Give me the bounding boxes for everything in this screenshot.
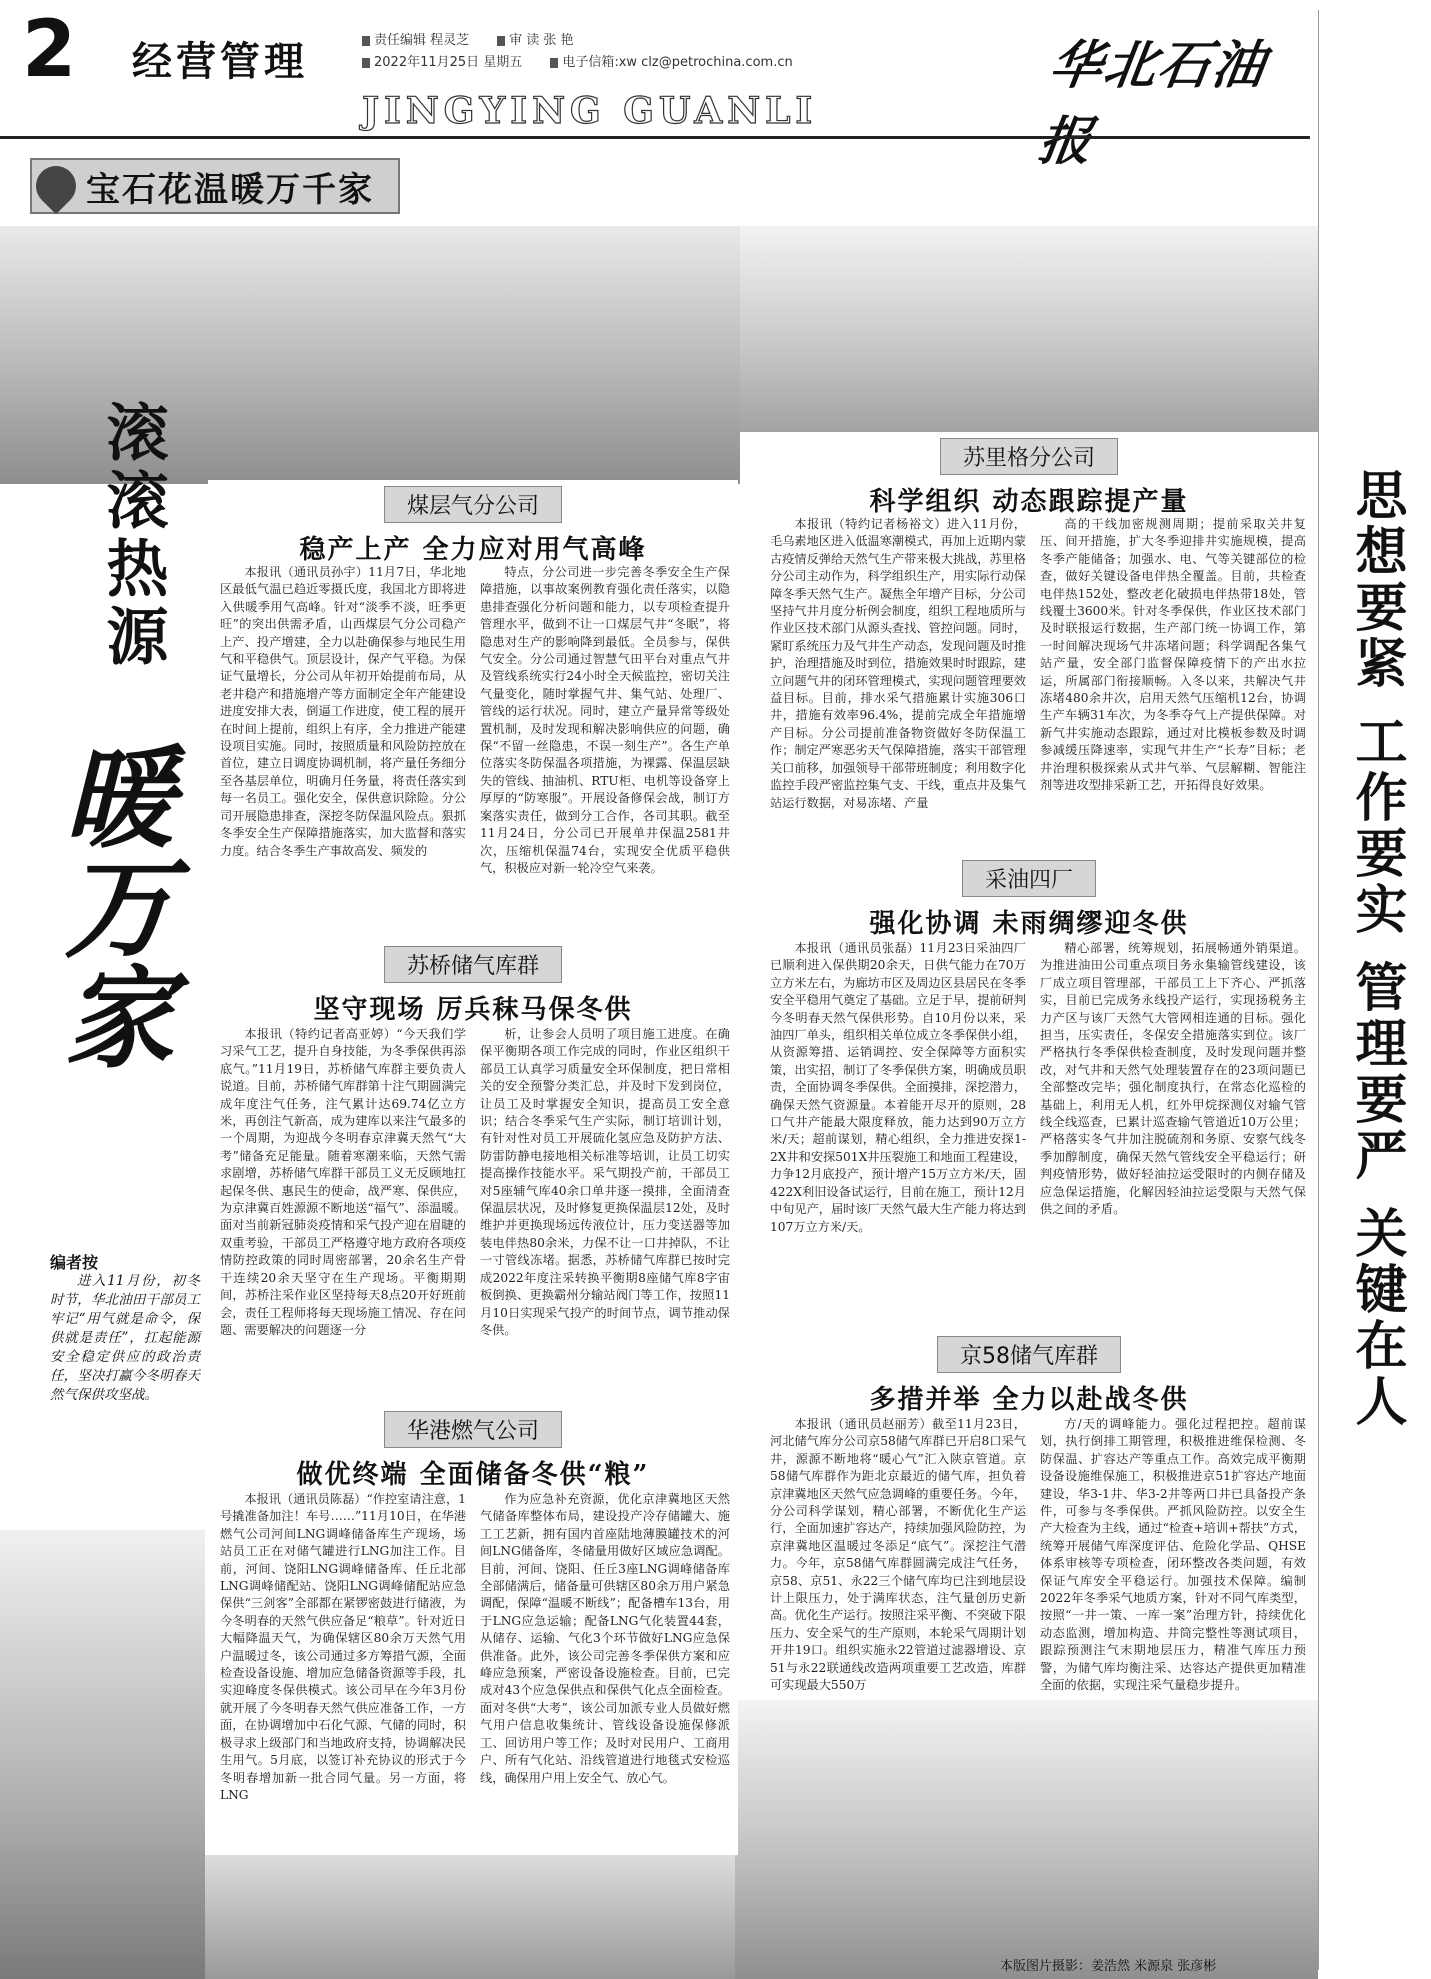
square-bullet-icon [362, 36, 370, 46]
masthead-meta [362, 30, 821, 74]
editor-credit: 责任编辑 程灵芝 [374, 33, 470, 48]
article-body-col1: 本报讯（通讯员陈磊）“作控室请注意，1号撬准备加注！车号……”11月10日，在华港燃气公司河间LNG调峰储备库生产现场，场站员工正在对储气罐进行LNG加注工作。目前，河间、饶阳LNG调峰储备库、任丘北部LNG调峰储配站、饶阳LNG调峰储配站应急保供“三剑客”全部都在紧锣密鼓进行储液，为今冬明春的天然气供应备足“粮草”。针对近日大幅降温天气，为确保辖区80余万天然气用户温暖过冬，该公司通过多方筹措气源，全面检查设备设施、增加应急储备资源等手段，扎实迎峰度冬保供模式。该公司早在今年3月份就开展了今冬明春天然气供应准备工作，一方面，在协调增加中石化气源、气储的同时，积极寻求上级部门和当地政府支持，协调解决民生用气。5月底，以签订补充协议的形式于今冬明春增加新一批合同气量。另一方面，将LNG [220, 1492, 466, 1802]
article-coalbed-methane [208, 480, 738, 900]
article-body-col2: 特点，分公司进一步完善冬季安全生产保障措施，以事故案例教育强化责任落实，以隐患排查强化分析问题和能力，以专项检查提升管理水平，做到不让一口煤层气井“冬眠”，将隐患对生产的影响降到最低。全员参与，保供气安全。分公司通过智慧气田平台对重点气井及管线系统实行24小时全天候监控，密切关注气量变化，随时掌握气井、集气站、处理厂、管线的运行状况。同时，建立产量异常等级处置机制，及时发现和解决影响供应的问题，确保“不留一丝隐患，不误一刻生产”。各生产单位落实冬防保温各项措施，为裸露、保温层缺失的管线、抽油机、RTU柜、电机等设备穿上厚厚的“防寒服”。开展设备修保会战，制订方案落实责任，做到分工合作，各司其职。截至11月24日，分公司已开展单井保温2581井次，压缩机保温74台，实现安全优质平稳供气，积极应对新一轮冷空气来袭。 [480, 565, 730, 875]
article-huagang-gas [208, 1405, 738, 1855]
section-pinyin: JINGYING GUANLI [362, 90, 818, 132]
feature-headline-2: 暖万家 [46, 740, 175, 1070]
article-body-col2: 方/天的调峰能力。强化过程把控。超前谋划，执行倒排工期管理，积极推进维保检测、冬防保温、扩容达产等重点工作。高效完成平衡期设备设施维保施工，积极推进京51扩容达产地面建设，华3-1井、华3-2井等两口井已具备投产条件，可参与冬季保供。严抓风险防控。以安全生产大检查为主线，通过“检查+培训+帮扶”方式，统筹开展储气库深度评估、危险化学品、QHSE体系审核等专项检查，闭环整改各类问题，有效保证气库安全平稳运行。加强技术保障。编制2022年冬季采气地质方案，针对不同气库类型，按照“一井一策、一库一案”治理方针，持续优化动态监测，增加构造、井筒完整性等测试项目，跟踪预测注气末期地层压力，精准气库压力预警，为储气库均衡注采、达容达产提供更加精准全面的依据，实现注采气量稳步提升。 [1040, 1417, 1306, 1693]
article-body-col2: 高的干线加密规测周期；提前采取关井复压、间开措施，扩大冬季迎排井实施规模，提高冬季产能储备；加强水、电、气等关键部位的检查，做好关键设备电伴热全覆盖。目前，共检查电伴热152处，整改老化破损电伴热带18处，管线覆土3600米。针对冬季保供，作业区技术部门及时联报运行数据，生产部门统一协调工作，第一时间解决现场气井冻堵问题；科学调配各集气站产量，安全部门监督保障疫情下的产出水拉运，所属部门衔接顺畅。入冬以来，共解决气井冻堵480余井次，启用天然气压缩机12台，协调生产车辆31车次，为冬季夺气上产提供保障。对新气井实施动态跟踪，通过对比模板参数及时调参减缓压降速率，实现气井生产“长寿”目标；老井治理积极探索从式井气举、气层解糊、智能注剂等进攻型排采新工艺，开拓得良好效果。 [1040, 517, 1306, 793]
square-bullet-icon [550, 58, 558, 68]
photo-credit: 本版图片摄影：姜浩然 米源泉 张彦彬 [1000, 1959, 1217, 1974]
column-banner-title: 宝石花温暖万千家 [86, 170, 374, 210]
article-suqiao-storage [208, 940, 738, 1380]
article-label: 采油四厂 [962, 860, 1096, 897]
article-jing58-storage [740, 1330, 1318, 1700]
article-headline: 科学组织 动态跟踪提产量 [869, 487, 1189, 517]
article-sulige [740, 432, 1318, 852]
issue-date: 2022年11月25日 星期五 [374, 55, 523, 70]
article-label: 苏里格分公司 [940, 438, 1118, 475]
article-oil-plant-4 [740, 854, 1318, 1304]
reviewer-credit: 审 读 张 艳 [509, 33, 574, 48]
article-body-col1: 本报讯（通讯员赵丽芳）截至11月23日，河北储气库分公司京58储气库群已开启8口采气井，源源不断地将“暖心气”汇入陕京管道。京58储气库群作为距北京最近的储气库，担负着京津冀地区天然气应急调峰的重要任务。今年，分公司科学谋划，精心部署，不断优化生产运行，全面加速扩容达产，持续加强风险防控，为京津冀地区温暖过冬添足“底气”。深挖注气潜力。今年，京58储气库群圆满完成注气任务，京58、京51、永22三个储气库均已注到地层设计上限压力，处于满库状态，注气量创历史新高。优化生产运行。按照注采平衡、不突破下限压力、安全采气的生产原则，本轮采气周期计划开井19口。组织实施永22管道过滤器增设、京51与永22联通线改造两项重要工艺改造，库群可实现最大550万 [770, 1417, 1026, 1693]
email-address: 电子信箱:xw clz@petrochina.com.cn [562, 55, 793, 70]
photo-rooftops [205, 1855, 735, 1979]
article-body-col1: 本报讯（特约记者高亚婷）“今天我们学习采气工艺，提升自身技能，为冬季保供再添底气。”11月19日，苏桥储气库群主要负责人说道。目前，苏桥储气库群第十注气期圆满完成年度注气任务，注气累计达69.74亿立方米，再创注气新高，成为建库以来注气最多的一个周期，为迎战今冬明春京津冀天然气“大考”储备充足能量。随着寒潮来临，天然气需求剧增，苏桥储气库群干部员工义无反顾地扛起保冬供、惠民生的使命，战严寒、保供应，为京津冀百姓源源不断地送“福气”、添温暖。面对当前新冠肺炎疫情和采气投产迎在眉睫的双重考验，干部员工严格遵守地方政府各项疫情防控政策的同时周密部署，20余名生产骨干连续20余天坚守在生产现场。平衡期期间，苏桥注采作业区坚持每天8点20开好班前会，责任工程师将每天现场施工情况、存在问题、需要解决的问题逐一分 [220, 1027, 466, 1337]
article-label: 苏桥储气库群 [384, 946, 562, 983]
photo-workers-station [735, 1700, 1318, 1979]
article-headline: 多措并举 全力以赴战冬供 [869, 1385, 1189, 1415]
article-label: 煤层气分公司 [384, 486, 562, 523]
masthead-divider [0, 136, 1310, 139]
sidebar-slogan: 思想要紧 工作要实 管理要严 关键在人 [1346, 468, 1406, 1431]
article-label: 华港燃气公司 [384, 1411, 562, 1448]
article-body-col2: 析，让参会人员明了项目施工进度。在确保平衡期各项工作完成的同时，作业区组织干部员工认真学习质量安全环保制度，把日常相关的安全预警分类汇总，并及时下发到岗位，让员工及时掌握安全知识，提高员工安全意识；结合冬季采气生产实际，制订培训计划，有针对性对员工开展硫化氢应急及防护方法、防雷防静电接地相关标准等培训，让员工切实提高操作技能水平。采气期投产前，干部员工对5座辅气库40余口单井逐一摸排，全面清查保温层状况，及时修复更换保温层12处，及时维护并更换现场远传液位计，压力变送器等加装电伴热80余米，力保不让一口井掉队，不让一寸管线冻堵。据悉，苏桥储气库群已按时完成2022年度注采转换平衡期8座储气库8字宙板倒换、更换霸州分输站阀门等工作，按照11月10日实现采气投产的时间节点，调节推动保冬供。 [480, 1027, 730, 1337]
photo-wellhead [740, 226, 1318, 452]
article-headline: 稳产上产 全力应对用气高峰 [299, 535, 647, 565]
square-bullet-icon [497, 36, 505, 46]
article-label: 京58储气库群 [937, 1336, 1121, 1373]
newspaper-logo: 华北石油报 [1035, 35, 1271, 172]
article-headline: 坚守现场 厉兵秣马保冬供 [313, 995, 633, 1025]
article-headline: 做优终端 全面储备冬供“粮” [296, 1460, 650, 1490]
page-number: 2 [22, 5, 77, 95]
article-body-col1: 本报讯（特约记者杨裕文）进入11月份，毛乌素地区进入低温寒潮模式，再加上近期内蒙古疫情反弹给天然气生产带来极大挑战，苏里格分公司主动作为，科学组织生产，用实际行动保障冬季天然气生产。凝焦全年增产目标，分公司坚持气井月度分析例会制度，组织工程地质所与作业区技术部门从源头查找、管控问题。同时，紧盯系统压力及气井生产动态，发现问题及时推护，治理措施及时到位，措施效果时时跟踪，建立问题气井的闭环管理模式，实现问题管理要效益目标。目前，排水采气措施累计实施306口井，措施有效率96.4%，提前完成全年措施增产目标。分公司提前准备物资做好冬防保温工作；制定严寒恶劣天气保障措施，落实干部管理关口前移，加强领导干部带班制度；利用数字化监控手段严密监控集气支、干线，重点井及集气站运行数据，对易冻堵、产量 [770, 517, 1026, 810]
article-body-col1: 本报讯（通讯员孙宇）11月7日，华北地区最低气温已趋近零摄氏度，我国北方即将进入供暖季用气高峰。针对“淡季不淡，旺季更旺”的突出供需矛盾，山西煤层气分公司稳产上产、投产增建，全力以赴确保参与地民生用气和平稳供气。顶层设计，保产气平稳。为保证气量增长，分公司从年初开始提前布局，从老井稳产和措施增产等方面制定全年产能建设进度安排大表，倒逼工作进度，使工程的展开在时间上提前，组织上有序，全力推进产能建设项目实施。同时，按照质量和风险防控放在首位，建立日调度协调机制，将产量任务细分至各基层单位，明确月任务量，将责任落实到每一名员工。强化安全，保供意识除险。分公司开展隐患排查，深挖冬防保温风险点。狠抓冬季安全生产保障措施落实，加大监督和落实力度。结合冬季生产事故高发、频发的 [220, 565, 466, 858]
article-body-col1: 本报讯（通讯员张磊）11月23日采油四厂已顺利进入保供期20余天，日供气能力在70万立方米左右，为廊坊市区及周边区县居民在冬季安全平稳用气奠定了基础。立足于早，提前研判今冬明春天然气保供形势。自10月份以来，采油四厂单头，组织相关单位成立冬季保供小组，从资源筹措、运销调控、安全保障等方面积实策，出实招，制订了冬季保供方案，明确成员职责，全面协调冬季保供。全面摸排，深挖潜力，确保天然气资源量。本着能开尽开的原则，28口气井产能最大限度释放，能力达到90万立方米/天；超前谋划，精心组织，全力推进安探1-2X井和安探501X井压裂施工和地面工程建设，力争12月底投产，预计增产15万立方米/天，固422X利旧设备试运行，目前在施工，预计12月中旬见产，届时该厂天然气最大生产能力将达到107万立方米/天。 [770, 941, 1026, 1234]
article-body-col2: 精心部署，统筹规划，拓展畅通外销渠道。为推进油田公司重点项目务永集输管线建设，该厂成立项目管理部，干部员工上下齐心、严抓落实，目前已完成务永线投产运行，实现扬税务主力产区与该厂天然气大管网相连通的目标。强化担当，压实责任，冬保安全措施落实到位。该厂严格执行冬季保供检查制度，及时发现问题并整改，对气井和天然气处理装置存在的23项问题已全部整改完毕；强化制度执行，在常态化巡检的基础上，利用无人机，红外甲烷探测仪对输气管线全线巡查，已累计巡查输气管道近10万公里；严格落实冬气井加注脱硫剂和务原、安察气线冬季加醇制度，确保天然气管线安全平稳运行；研判疫情形势，做好轻油拉运受限时的内侧存储及应急保运措施，化解因轻油拉运受限与天然气保供之间的矛盾。 [1040, 941, 1306, 1217]
feature-headline-1: 滚滚热源 [96, 400, 169, 672]
article-headline: 强化协调 未雨绸缪迎冬供 [869, 909, 1189, 939]
article-body-col2: 作为应急补充资源，优化京津冀地区天然气储备库整体布局，建设投产冷存储罐大、施工工艺新，拥有国内首座陆地薄膜罐技术的河间LNG储备库，冬储量用做好区域应急调配。目前，河间、饶阳、任丘3座LNG调峰储备库全部储满后，储备量可供辖区80余万用户紧急调配，保障“温暖不断线”；配备槽车13台，用于LNG应急运输；配备LNG气化装置44套，从储存、运输、气化3个环节做好LNG应急保供准备。此外，该公司完善冬季保供方案和应峰应急预案，严密设备设施检查。目前，已完成对43个应急保供点和保供气化点全面检查。面对冬供“大考”，该公司加派专业人员做好燃气用户信息收集统计、管线设备设施保修派工、回访用户等工作；及时对民用户、工商用户、所有气化站、沿线管道进行地毯式安检巡线，确保用户用上安全气、放心气。 [480, 1492, 730, 1785]
editor-note-label: 编者按 [50, 1253, 99, 1272]
photo-city-buildings [0, 1530, 205, 1979]
editor-note: 进入11月份，初冬时节，华北油田干部员工牢记“用气就是命令，保供就是责任”，扛起能源安全稳定供应的政治责任，坚决打赢今冬明春天然气保供攻坚战。 [50, 1273, 200, 1403]
square-bullet-icon [362, 58, 370, 68]
section-title: 经营管理 [132, 39, 308, 85]
